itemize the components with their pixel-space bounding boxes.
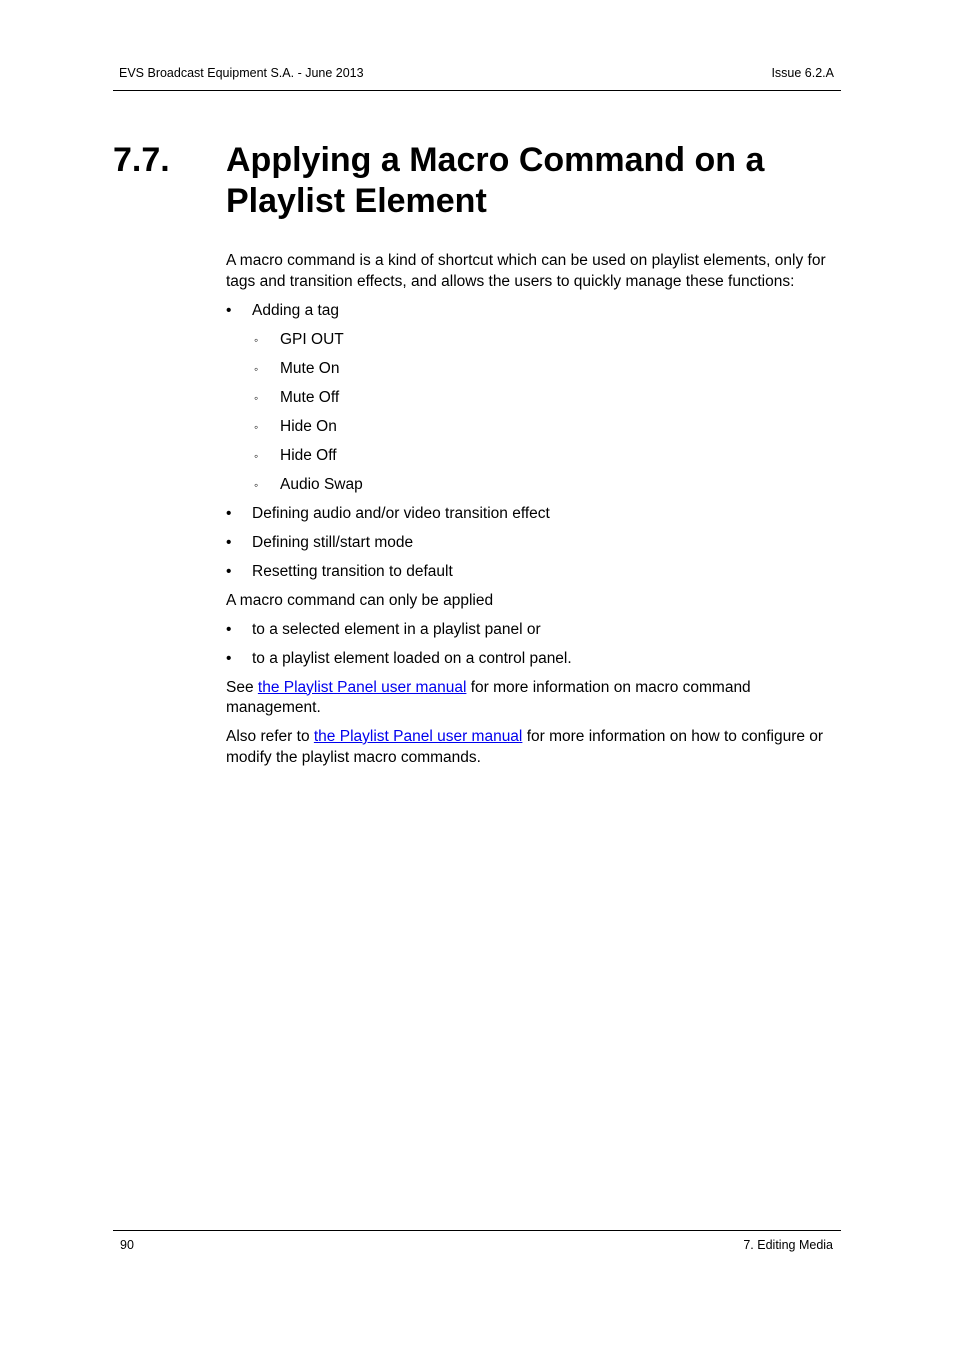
sub-list-item	[226, 446, 832, 467]
page-number: 90	[120, 1238, 134, 1252]
list-item-text: Defining audio and/or video transition effect	[252, 504, 550, 522]
sub-list-item-text: Mute Off	[280, 388, 340, 406]
sub-bullet-mark: ◦	[254, 419, 259, 434]
sub-bullet-mark: ◦	[254, 448, 259, 463]
sub-list-item-text: GPI OUT	[280, 330, 344, 348]
sub-list-item-text: Mute On	[280, 359, 340, 377]
intro-paragraph: A macro command is a kind of shortcut which can be used on playlist elements, only for tags and transition effects, and allows the users to quickly manage these functions:	[226, 252, 826, 290]
chapter-name: 7. Editing Media	[743, 1238, 833, 1252]
sub-list-item	[226, 359, 832, 380]
list-item-text: Defining still/start mode	[252, 533, 414, 551]
list-item	[226, 533, 832, 554]
sub-bullet-mark: ◦	[254, 390, 259, 405]
list-item	[226, 504, 832, 525]
list-item-text: Resetting transition to default	[252, 562, 453, 580]
list-item-text: to a playlist element loaded on a control panel.	[252, 649, 572, 667]
sub-list-item	[226, 330, 832, 351]
list-item-text: to a selected element in a playlist panel or	[252, 620, 541, 638]
sub-list-item-text: Hide On	[280, 417, 337, 435]
bullet-mark: •	[226, 562, 232, 580]
list-item	[226, 620, 832, 641]
list-item	[226, 649, 832, 670]
list-item	[226, 301, 832, 322]
sub-list-item-text: Hide Off	[280, 446, 337, 464]
see-prefix: See	[226, 678, 258, 696]
sub-list-item	[226, 388, 832, 409]
bullet-mark: •	[226, 301, 232, 319]
applied-intro-paragraph: A macro command can only be applied	[226, 591, 494, 609]
sub-list-item	[226, 417, 832, 438]
also-prefix: Also refer to	[226, 728, 314, 745]
playlist-panel-manual-link[interactable]: the Playlist Panel user manual	[313, 728, 523, 745]
see-suffix: for more information on macro command management.	[226, 678, 751, 716]
section-body	[226, 251, 832, 777]
section-title: Applying a Macro Command on a Playlist Element	[226, 141, 765, 220]
bullet-mark: •	[226, 620, 232, 638]
also-paragraph	[226, 727, 832, 768]
sub-bullet-mark: ◦	[254, 332, 259, 347]
list-item-text: Adding a tag	[252, 301, 340, 319]
sub-list-item	[226, 475, 832, 496]
page-footer	[113, 1230, 841, 1255]
list-item	[226, 562, 832, 583]
also-suffix: for more information on how to configure or modify the playlist macro commands.	[226, 728, 824, 766]
see-paragraph	[226, 678, 832, 719]
sub-list-item-text: Audio Swap	[280, 475, 363, 493]
bullet-mark: •	[226, 649, 232, 667]
page-header	[113, 66, 841, 91]
bullet-mark: •	[226, 533, 232, 551]
header-issue: Issue 6.2.A	[771, 66, 834, 80]
section-number: 7.7.	[113, 141, 170, 179]
header-company-date: EVS Broadcast Equipment S.A. - June 2013	[119, 66, 364, 80]
sub-bullet-mark: ◦	[254, 361, 259, 376]
bullet-mark: •	[226, 504, 232, 522]
sub-bullet-mark: ◦	[254, 477, 259, 492]
playlist-panel-manual-link[interactable]: the Playlist Panel user manual	[257, 678, 467, 696]
